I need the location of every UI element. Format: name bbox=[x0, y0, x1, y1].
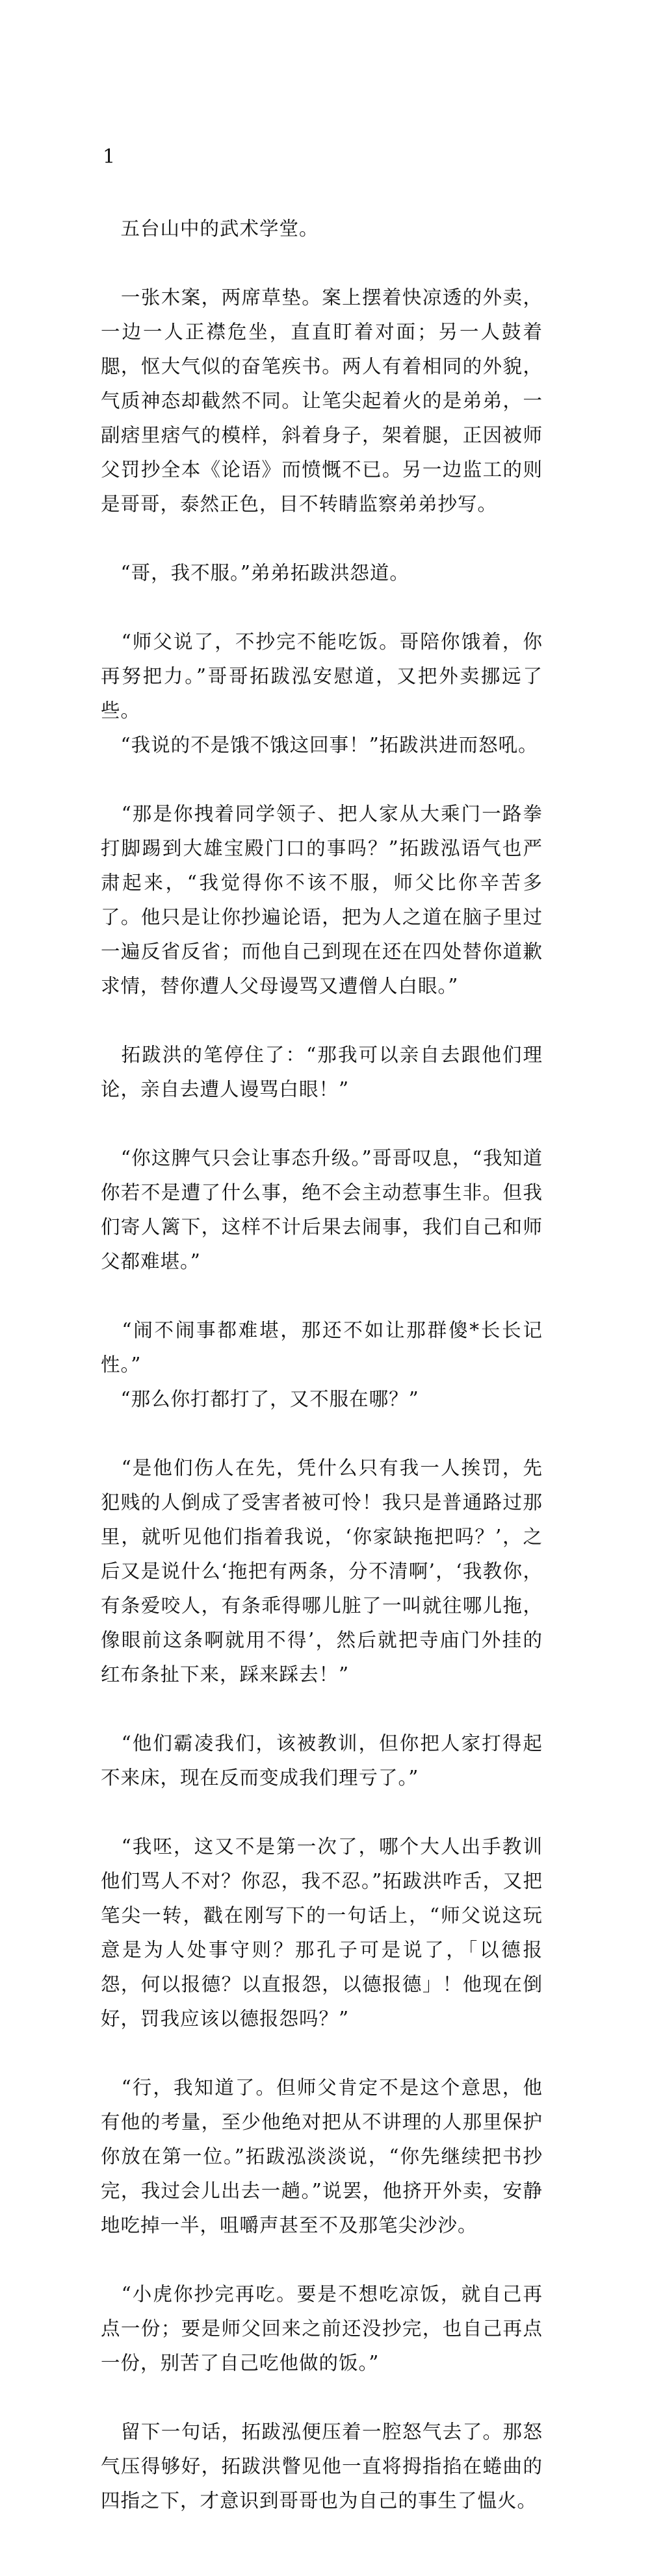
paragraph-setting: 五台山中的武术学堂。 bbox=[101, 218, 319, 240]
paragraph-question: “那么你打都打了，又不服在哪？” bbox=[101, 1388, 419, 1410]
chapter-number: 1 bbox=[103, 145, 116, 168]
paragraph-confucius: “我呸，这又不是第一次了，哪个大人出手教训他们骂人不对？你忍，我不忍。”拓跋洪咋舌，又把笔尖一转，戳在刚写下的一句话上，“师父说这玩意是为人处事守则？那孔子可是说了，「以德报怨，何以报德？以直报怨，以德报德」！他现在倒好，罚我应该以德报怨吗？” bbox=[101, 1836, 543, 2030]
paragraph-instructions: “小虎你抄完再吃。要是不想吃凉饭，就自己再点一份；要是师父回来之前还没抄完，也自己再点一份，别苦了自己吃他做的饭。” bbox=[101, 2283, 543, 2374]
paragraph-pen-stops: 拓跋洪的笔停住了：“那我可以亲自去跟他们理论，亲自去遭人谩骂白眼！” bbox=[101, 1044, 543, 1100]
paragraph-sigh: “你这脾气只会让事态升级。”哥哥叹息，“我知道你若不是遭了什么事，绝不会主动惹事生非。但我们寄人篱下，这样不计后果去闹事，我们自己和师父都难堪。” bbox=[101, 1147, 543, 1272]
paragraph-leaving: 留下一句话，拓跋泓便压着一腔怒气去了。那怒气压得够好，拓跋洪瞥见他一直将拇指掐在蜷曲的四指之下，才意识到哥哥也为自己的事生了愠火。 bbox=[101, 2421, 543, 2512]
paragraph-complaint: “哥，我不服。”弟弟拓跋洪怨道。 bbox=[101, 562, 410, 584]
paragraph-retort: “闹不闹事都难堪，那还不如让那群傻*长长记性。” bbox=[101, 1319, 543, 1376]
paragraph-comfort: “师父说了，不抄完不能吃饭。哥陪你饿着，你再努把力。”哥哥拓跋泓安慰道，又把外卖挪远了些。 bbox=[101, 631, 543, 722]
paragraph-scene: 一张木案，两席草垫。案上摆着快凉透的外卖，一边一人正襟危坐，直直盯着对面；另一人鼓着腮，怄大气似的奋笔疾书。两人有着相同的外貌，气质神态却截然不同。让笔尖起着火的是弟弟，一副痞里痞气的模样，斜着身子，架着腿，正因被师父罚抄全本《论语》而愤慨不已。另一边监工的则是哥哥，泰然正色，目不转睛监察弟弟抄写。 bbox=[101, 286, 543, 515]
paragraph-roar: “我说的不是饿不饿这回事！”拓跋洪进而怒吼。 bbox=[101, 734, 538, 756]
paragraph-reply: “行，我知道了。但师父肯定不是这个意思，他有他的考量，至少他绝对把从不讲理的人那里保护你放在第一位。”拓跋泓淡淡说，“你先继续把书抄完，我过会儿出去一趟。”说罢，他挤开外卖，安静地吃掉一半，咀嚼声甚至不及那笔尖沙沙。 bbox=[101, 2077, 543, 2236]
paragraph-reprimand: “那是你拽着同学领子、把人家从大乘门一路拳打脚踢到大雄宝殿门口的事吗？”拓跋泓语气也严肃起来，“我觉得你不该不服，师父比你辛苦多了。他只是让你抄遍论语，把为人之道在脑子里过一遍反省反省；而他自己到现在还在四处替你道歉求情，替你遭人父母谩骂又遭僧人白眼。” bbox=[101, 803, 543, 997]
paragraph-bullying: “他们霸凌我们，该被教训，但你把人家打得起不来床，现在反而变成我们理亏了。” bbox=[101, 1732, 543, 1789]
paragraph-explanation: “是他们伤人在先，凭什么只有我一人挨罚，先犯贱的人倒成了受害者被可怜！我只是普通路过那里，就听见他们指着我说，‘你家缺拖把吗？’，之后又是说什么‘拖把有两条，分不清啊’，‘我教你，有条爱咬人，有条乖得哪儿脏了一叫就往哪儿拖，像眼前这条啊就用不得’，然后就把寺庙门外挂的红布条扯下来，踩来踩去！” bbox=[101, 1457, 543, 1686]
